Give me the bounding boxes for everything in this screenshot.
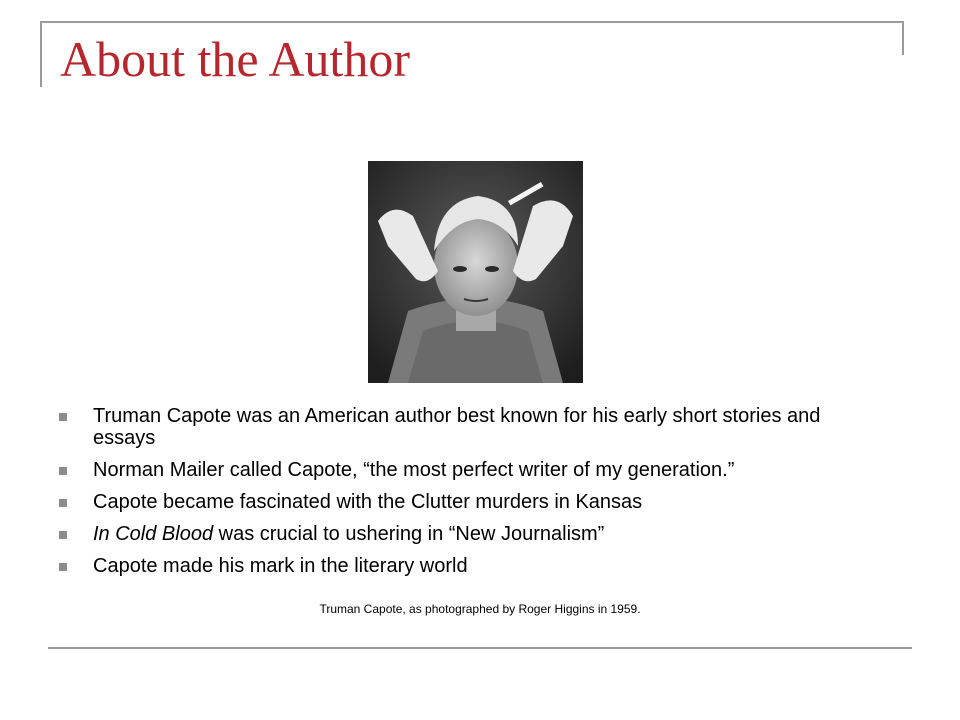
bullet-item: Capote became fascinated with the Clutter murders in Kansas bbox=[56, 491, 876, 513]
bullet-marker bbox=[59, 467, 67, 475]
bullet-marker bbox=[59, 563, 67, 571]
bullet-item: In Cold Blood was crucial to ushering in “New Journalism” bbox=[56, 523, 876, 545]
photo-caption: Truman Capote, as photographed by Roger Higgins in 1959. bbox=[319, 602, 641, 616]
frame-bottom-rule bbox=[48, 647, 912, 649]
frame-right-rule bbox=[902, 21, 904, 55]
bullet-item: Norman Mailer called Capote, “the most perfect writer of my generation.” bbox=[56, 459, 876, 481]
bullet-item: Truman Capote was an American author best known for his early short stories and essays bbox=[56, 405, 876, 449]
frame-top-rule bbox=[40, 21, 904, 23]
frame-left-rule bbox=[40, 21, 42, 87]
author-portrait-photo bbox=[368, 161, 583, 383]
slide-title: About the Author bbox=[60, 31, 410, 87]
bullet-marker bbox=[59, 499, 67, 507]
bullet-marker bbox=[59, 531, 67, 539]
bullet-item: Capote made his mark in the literary world bbox=[56, 555, 876, 577]
bullet-list bbox=[56, 405, 876, 577]
bullet-marker bbox=[59, 413, 67, 421]
